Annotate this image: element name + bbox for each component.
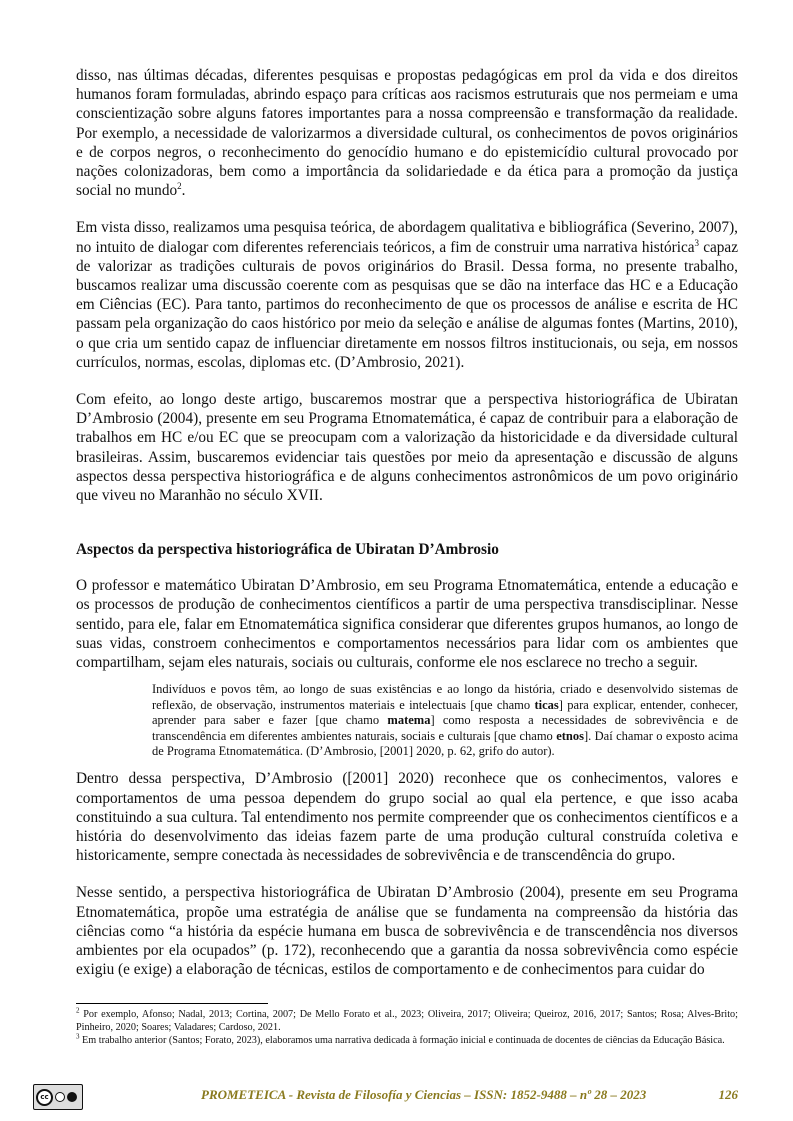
- section-heading: Aspectos da perspectiva historiográfica de Ubiratan D’Ambrosio: [76, 541, 499, 559]
- page-number: 126: [718, 1087, 738, 1102]
- block-quote: Indivíduos e povos têm, ao longo de suas existências e ao longo da história, criado e desenvolvido sistemas de reflexão, de observação, instrumentos materiais e intelectuais [que chamo ticas] para explicar, entender, conhecer, aprender para saber e fazer [que chamo matema] como resposta a necessidades de sobrevivência e de transcendência em diferentes ambientes naturais, sociais e culturais [que chamo etnos]. Daí chamar o exposto acima de Programa Etnomatemática. (D’Ambrosio, [2001] 2020, p. 62, grifo do autor).: [152, 682, 739, 758]
- footnotes: [76, 1008, 738, 1047]
- footnote-3: $^3$ Em trabalho anterior (Santos; Forato, 2023), elaboramos uma narrativa dedicada à formação inicial e continuada de docentes de ciências da Educação Básica.: [76, 1032, 725, 1046]
- paragraph-4: O professor e matemático Ubiratan D’Ambrosio, em seu Programa Etnomatemática, entende a educação e os processos de produção de conhecimentos científicos a partir de uma perspectiva transdisciplinar. Nesse sentido, para ele, falar em Etnomatemática significa considerar que diferentes grupos humanos, ao longo de suas vidas, constroem conhecimentos e comportamentos necessários para lidar com os ambientes que compartilham, sejam eles naturais, sociais ou culturais, conforme ele nos esclarece no trecho a seguir.: [76, 577, 738, 672]
- paragraph-6: Nesse sentido, a perspectiva historiográfica de Ubiratan D’Ambrosio (2004), presente em seu Programa Etnomatemática, propõe uma estratégia de análise que se fundamenta na compreensão da história das ciências como “a história da espécie humana em busca de sobrevivência e de transcendência nos diversos ambientes por ela ocupados” (p. 172), reconhecendo que a garantia da nossa sobrevivência como espécie exigiu (e exige) a elaboração de técnicas, estilos de comportamento e de conhecimentos para cuidar do: [76, 884, 738, 979]
- footnote-2: $^2$ Por exemplo, Afonso; Nadal, 2013; Cortina, 2007; De Mello Forato et al., 2023; Oliveira, 2017; Oliveira; Queiroz, 2016, 2017; Santos; Rosa; Alves-Brito; Pinheiro, 2020; Soares; Valadares; Cardoso, 2021.: [76, 1006, 738, 1033]
- footnote-divider: [76, 1003, 268, 1004]
- by-attribution-icon: [55, 1092, 65, 1102]
- paragraph-2: Em vista disso, realizamos uma pesquisa teórica, de abordagem qualitativa e bibliográfica (Severino, 2007), no intuito de dialogar com diferentes referenciais teóricos, a fim de construir uma narrativa histórica$^3$ capaz de valorizar as tradições culturais de povos originários do Brasil. Dessa forma, no presente trabalho, buscamos realizar uma discussão coerente com as pesquisas que se dão na interface das HC e a Educação em Ciências (EC). Para tanto, partimos do reconhecimento de que os processos de análise e escrita de HC passam pela organização do caos histórico por meio da seleção e análise de algumas fontes (Martins, 2010), o que cria um sentido capaz de influenciar diretamente em nossos filtros institucionais, ou seja, em nossos currículos, normas, escolas, diplomas etc. (D’Ambrosio, 2021).: [76, 219, 739, 371]
- journal-citation: PROMETEICA - Revista de Filosofía y Ciencias – ISSN: 1852-9488 – nº 28 – 2023: [201, 1087, 647, 1102]
- paragraph-1: disso, nas últimas décadas, diferentes pesquisas e propostas pedagógicas em prol da vida e dos direitos humanos foram formuladas, abrindo espaço para críticas aos racismos estruturais que nos permeiam e uma conscientização sobre alguns fatores importantes para a nossa compreensão e transformação da realidade. Por exemplo, a necessidade de valorizarmos a diversidade cultural, os conhecimentos de povos originários e de corpos negros, o reconhecimento do genocídio humano e do epistemicídio cultural provocado por nações colonizadoras, bem como a importância da solidariedade e da ética para a promoção da justiça social no mundo$^2$.: [76, 67, 738, 200]
- footnote-ref-3[interactable]: 3: [694, 237, 700, 248]
- article-body: [76, 66, 738, 979]
- footnote-ref-2[interactable]: 2: [177, 181, 182, 192]
- cc-by-nc-license-icon[interactable]: cc: [33, 1084, 83, 1110]
- noncommercial-icon: [67, 1092, 77, 1102]
- paragraph-5: Dentro dessa perspectiva, D’Ambrosio ([2001] 2020) reconhece que os conhecimentos, valores e comportamentos de uma pessoa dependem do grupo social ao qual ela pertence, e que isso acaba constituindo a sua cultura. Tal entendimento nos permite compreender que os conhecimentos científicos e a história do desenvolvimento das ideias fazem parte de uma produção cultural construída coletiva e historicamente, sempre conectada às necessidades de sobrevivência e de transcendência do grupo.: [76, 770, 738, 865]
- page-footer: [33, 1084, 738, 1112]
- paragraph-3: Com efeito, ao longo deste artigo, buscaremos mostrar que a perspectiva historiográfica de Ubiratan D’Ambrosio (2004), presente em seu Programa Etnomatemática, é capaz de contribuir para a elaboração de trabalhos em HC e/ou EC que se preocupam com a valorização da historicidade e da diversidade cultural brasileiras. Assim, buscaremos evidenciar tais questões por meio da apresentação e discussão de alguns aspectos dessa perspectiva historiográfica e de alguns conhecimentos astronômicos de um povo originário que viveu no Maranhão no século XVII.: [76, 391, 738, 505]
